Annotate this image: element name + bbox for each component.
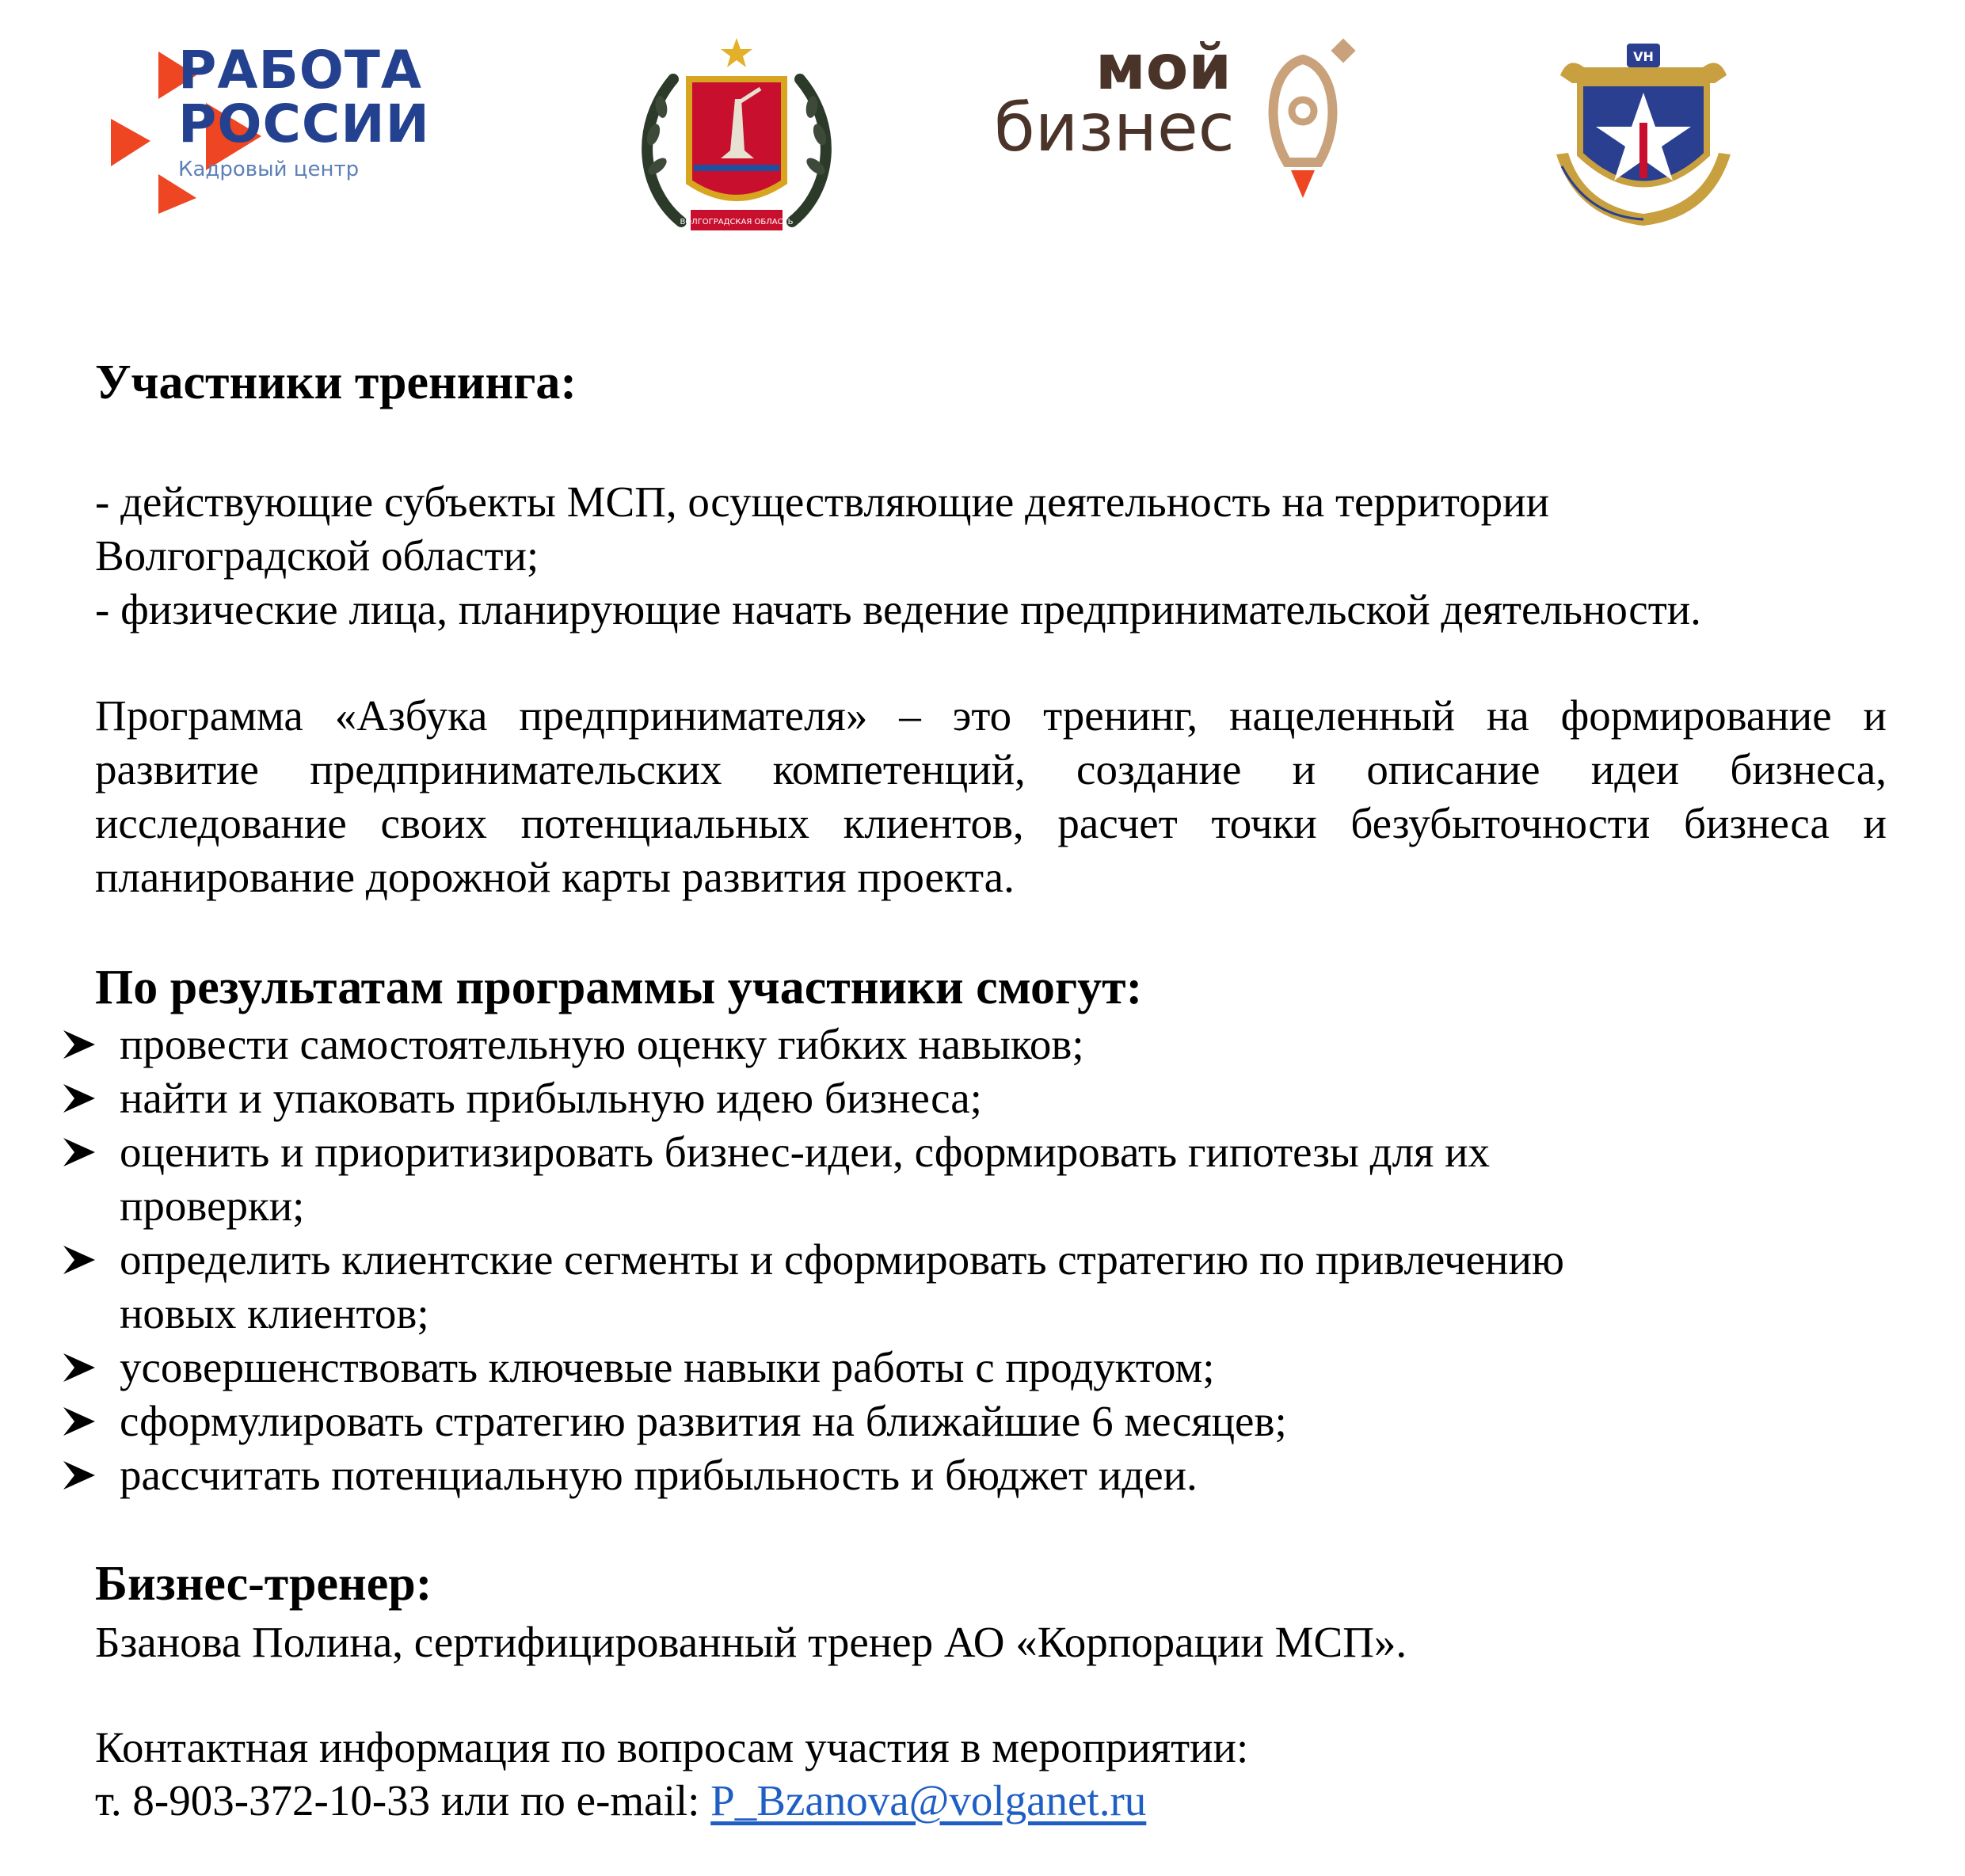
program-line-3: исследование своих потенциальных клиентов, расчет точки безубыточности бизнеса и	[95, 799, 1887, 847]
results-list-item	[62, 1395, 1725, 1448]
emblem-badge: VH	[1633, 49, 1654, 64]
program-line-1: Программа «Азбука предпринимателя» – это тренинг, нацеленный на формирование и	[95, 691, 1887, 740]
arrow-bullet-icon	[62, 1406, 97, 1437]
coat-of-arms-icon	[626, 32, 847, 253]
participants-line-3: - физические лица, планирующие начать ведение предпринимательской деятельности.	[95, 585, 1701, 634]
rabota-rossii-wordmark	[178, 40, 495, 181]
program-description	[95, 689, 1887, 904]
coat-ribbon-text: ВОЛГОГРАДСКАЯ ОБЛАСТЬ	[680, 218, 794, 226]
trainer-text: Бзанова Полина, сертифицированный тренер АО «Корпорации МСП».	[95, 1618, 1407, 1666]
results-item-line: оценить и приоритизировать бизнес-идеи, сформировать гипотезы для их	[120, 1128, 1491, 1176]
results-list-item	[62, 1341, 1725, 1395]
results-list-item	[62, 1071, 1725, 1125]
rabota-line2: РОССИИ	[178, 93, 430, 154]
emblem-star-icon	[1544, 36, 1742, 238]
results-item-line: найти и упаковать прибыльную идею бизнеса;	[120, 1074, 982, 1122]
results-list	[62, 1018, 1725, 1502]
moy-biznes-bottom: бизнес	[994, 89, 1235, 166]
results-heading: По результатам программы участники смогут:	[95, 961, 1143, 1014]
contacts-phone: т. 8-903-372-10-33 или по e-mail:	[95, 1776, 711, 1825]
program-line-4: планирование дорожной карты развития проекта.	[95, 853, 1015, 901]
participants-line-1: - действующие субъекты МСП, осуществляющие деятельность на территории	[95, 478, 1550, 526]
arrow-bullet-icon	[62, 1352, 97, 1383]
contact-email-link[interactable]: P_Bzanova@volganet.ru	[710, 1776, 1147, 1825]
emblem-logo	[1544, 36, 1742, 238]
results-item-line: новых клиентов;	[120, 1289, 429, 1338]
results-item-line: усовершенствовать ключевые навыки работы с продуктом;	[120, 1343, 1215, 1391]
participants-line-2: Волгоградской области;	[95, 531, 539, 580]
results-list-item	[62, 1448, 1725, 1502]
results-list-item	[62, 1018, 1725, 1071]
rocket-icon	[1259, 36, 1362, 210]
arrow-bullet-icon	[62, 1459, 97, 1491]
arrow-bullet-icon	[62, 1136, 97, 1168]
results-item-line: сформулировать стратегию развития на ближайшие 6 месяцев;	[120, 1397, 1287, 1445]
arrow-bullet-icon	[62, 1244, 97, 1276]
results-list-item	[62, 1125, 1725, 1233]
moy-biznes-wordmark	[994, 32, 1247, 166]
program-line-2: развитие предпринимательских компетенций, создание и описание идеи бизнеса,	[95, 745, 1887, 793]
contacts-heading: Контактная информация по вопросам участия в мероприятии:	[95, 1723, 1249, 1771]
results-item-line: рассчитать потенциальную прибыльность и бюджет идеи.	[120, 1451, 1198, 1499]
results-item-line: определить клиентские сегменты и сформировать стратегию по привлечению	[120, 1235, 1564, 1284]
moy-biznes-rocket	[1259, 36, 1362, 210]
moy-biznes-top: мой	[1095, 32, 1232, 104]
results-item-line: провести самостоятельную оценку гибких навыков;	[120, 1020, 1084, 1068]
results-list-item	[62, 1233, 1725, 1341]
rabota-line1: РАБОТА	[178, 40, 422, 101]
results-item-line: проверки;	[120, 1182, 305, 1230]
contacts-line	[95, 1774, 1146, 1828]
arrow-bullet-icon	[62, 1029, 97, 1060]
participants-heading: Участники тренинга:	[95, 356, 577, 409]
trainer-heading: Бизнес-тренер:	[95, 1557, 432, 1611]
volgograd-coat-of-arms	[626, 32, 847, 253]
rabota-subtitle: Кадровый центр	[178, 158, 360, 181]
arrow-bullet-icon	[62, 1083, 97, 1114]
